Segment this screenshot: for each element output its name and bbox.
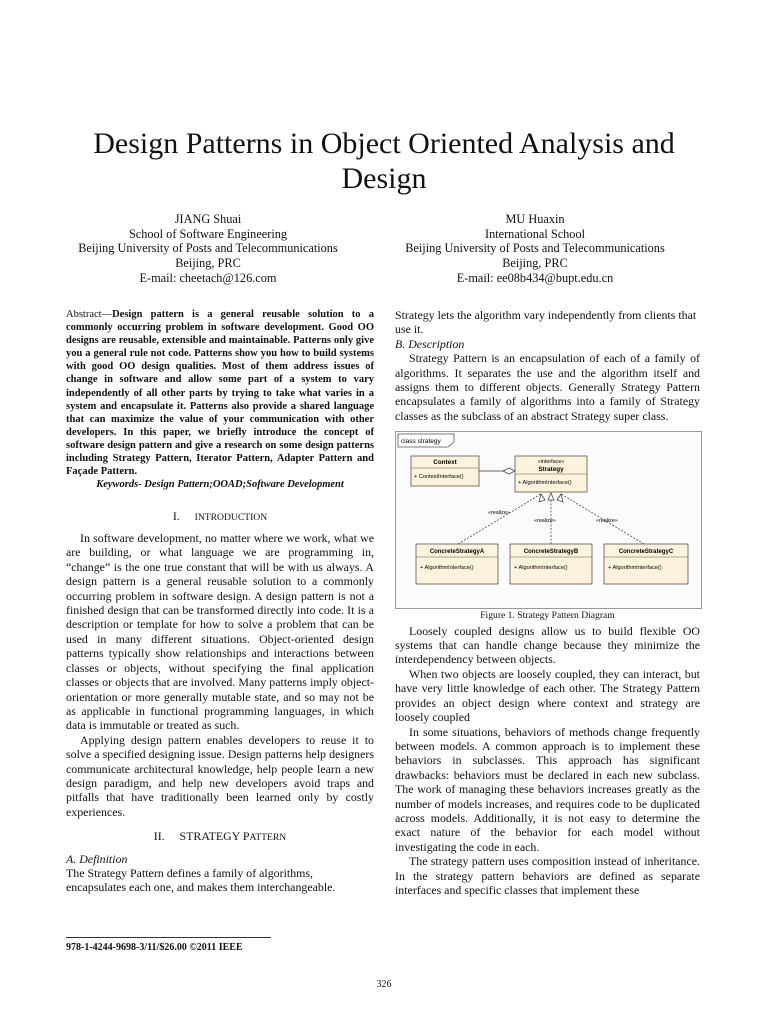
realize-label-c: «realize» [596,518,618,525]
concrete-strategy-c-operation: + AlgorithmInterface() [608,565,662,572]
description-paragraph-5: The strategy pattern uses composition instead of inheritance. In the strategy pattern behaviors are defined as separate interfaces and specific classes that implement these [395,854,700,897]
definition-paragraph: The Strategy Pattern defines a family of algorithms, encapsulates each one, and makes them interchangeable. [66,865,336,895]
strategy-continuation: Strategy lets the algorithm vary independently from clients that use it. [395,308,697,337]
abstract [66,308,374,478]
intro-paragraph-1: In software development, no matter where we work, what we are building, or what language we are programming in, “change” is the one true constant that will be with us always. A design pattern is a general reusable solution to a commonly occurring problem in software design. A design pattern is not a finished design that can be transformed directly into code. It is a description or template for how to solve a problem that can be used in many different situations. Object-oriented design patterns typically show relationships and interactions between classes or objects, without specifying the final application classes or objects that are involved. Many patterns imply object-orientation or more generally mutable state, and so may not be as applicable in functional programming languages, in which data is immutable or treated as such. [66,531,374,733]
abstract-body: Design pattern is a general reusable solution to a commonly occurring problem in software development. Good OO designs are reusable, extensible and maintainable. Patterns only give you a general rule not code. Patterns show you how to build systems with good OO design qualities. Most of them address issues of change in software and allow some part of a system to vary independently of all other parts by trying to take what varies in a system and encapsulate it. Patterns also provide a shared language that can maximize the value of your communication with other developers. In this paper, we briefly introduce the concept of software design pattern and give a research on some design patterns including Strategy Pattern, Iterator Pattern, Adapter Pattern and Façade Pattern. [66,309,374,478]
description-paragraph-1: Strategy Pattern is an encapsulation of each of a family of algorithms. It separates the use and the algorithm itself and assigns them to different objects. Generally Strategy Pattern encapsulates a family of algorithms into a family of Strategy classes as the subclass of an abstract Strategy super class. [395,351,700,423]
concrete-strategy-a-name: ConcreteStrategyA [429,549,485,556]
frame-label: class strategy [401,438,441,446]
interface-stereotype: «interface» [537,459,565,466]
author-email: E-mail: cheetach@126.com [139,270,277,285]
author-dept: School of Software Engineering [128,226,288,241]
right-column [395,308,700,897]
description-paragraph-3: When two objects are loosely coupled, they can interact, but have very little knowledge of each other. The Strategy Pattern provides an object design where context and strategy are loosely coupled [395,666,700,725]
section-title: STRATEGY P [179,829,250,844]
author-name: MU Huaxin [505,212,565,226]
section-heading-introduction [66,509,374,525]
section-number: II. [153,829,165,844]
strategy-pattern-diagram [395,431,702,609]
aggregation-diamond [503,468,515,474]
subsection-definition: A. Definition [66,851,128,866]
author-block-1 [48,212,368,286]
author-name: JIANG Shuai [174,212,242,226]
author-university: Beijing University of Posts and Telecommunications [405,241,665,256]
keywords: Keywords- Design Pattern;OOAD;Software Development [96,479,344,491]
section-title: INTRODUCTION [194,511,268,523]
author-block-2 [375,212,695,286]
intro-paragraph-2: Applying design pattern enables developers to reuse it to solve a specified designing issue. Design patterns help designers communicate architectural knowledge, help people learn a new design paradigm, and help new developers avoid traps and pitfalls that have traditionally been learned only by costly experiences. [66,732,374,819]
author-dept: International School [484,226,586,241]
section-heading-strategy [66,829,374,845]
section-title-smallcaps: ATTERN [249,832,287,844]
abstract-label: Abstract— [66,309,113,320]
uml-class-diagram [396,432,701,608]
left-column [66,308,374,895]
concrete-strategy-b-operation: + AlgorithmInterface() [514,565,568,572]
strategy-operation: + AlgorithmInterface() [518,480,572,487]
realize-label-b: «realize» [534,518,556,525]
page-number: 326 [376,979,392,990]
paper-title: Design Patterns in Object Oriented Analysis and Design [93,127,675,195]
description-paragraph-2: Loosely coupled designs allow us to build flexible OO systems that can handle change because they minimize the interdependency between objects. [395,623,700,667]
concrete-strategy-a-operation: + AlgorithmInterface() [420,565,474,572]
author-email: E-mail: ee08b434@bupt.edu.cn [456,270,614,285]
concrete-strategy-c-name: ConcreteStrategyC [618,549,674,556]
footnote-divider [66,937,271,938]
author-city: Beijing, PRC [502,256,568,271]
author-university: Beijing University of Posts and Telecommunications [78,241,338,256]
strategy-class-name: Strategy [538,466,564,474]
figure-caption: Figure 1. Strategy Pattern Diagram [480,610,615,622]
context-operation: + ContextInterface() [414,474,464,481]
context-class-name: Context [433,459,457,467]
author-city: Beijing, PRC [175,256,241,271]
copyright-footnote: 978-1-4244-9698-3/11/$26.00 ©2011 IEEE [66,942,243,953]
description-paragraph-4: In some situations, behaviors of methods change frequently between models. A common approach is to implement these behaviors in subclasses. This approach has significant drawbacks: behaviors must be declared in each new subclass. The work of managing these behaviors increases greatly as the number of models increases, and requires code to be duplicated across models. Additionally, it is not easy to determine the exact nature of the behavior for each model without investigating the code in each. [395,724,700,854]
subsection-description: B. Description [395,336,465,351]
realize-label-a: «realize» [488,510,510,517]
concrete-strategy-b-name: ConcreteStrategyB [523,549,579,556]
section-number: I. [172,508,180,523]
